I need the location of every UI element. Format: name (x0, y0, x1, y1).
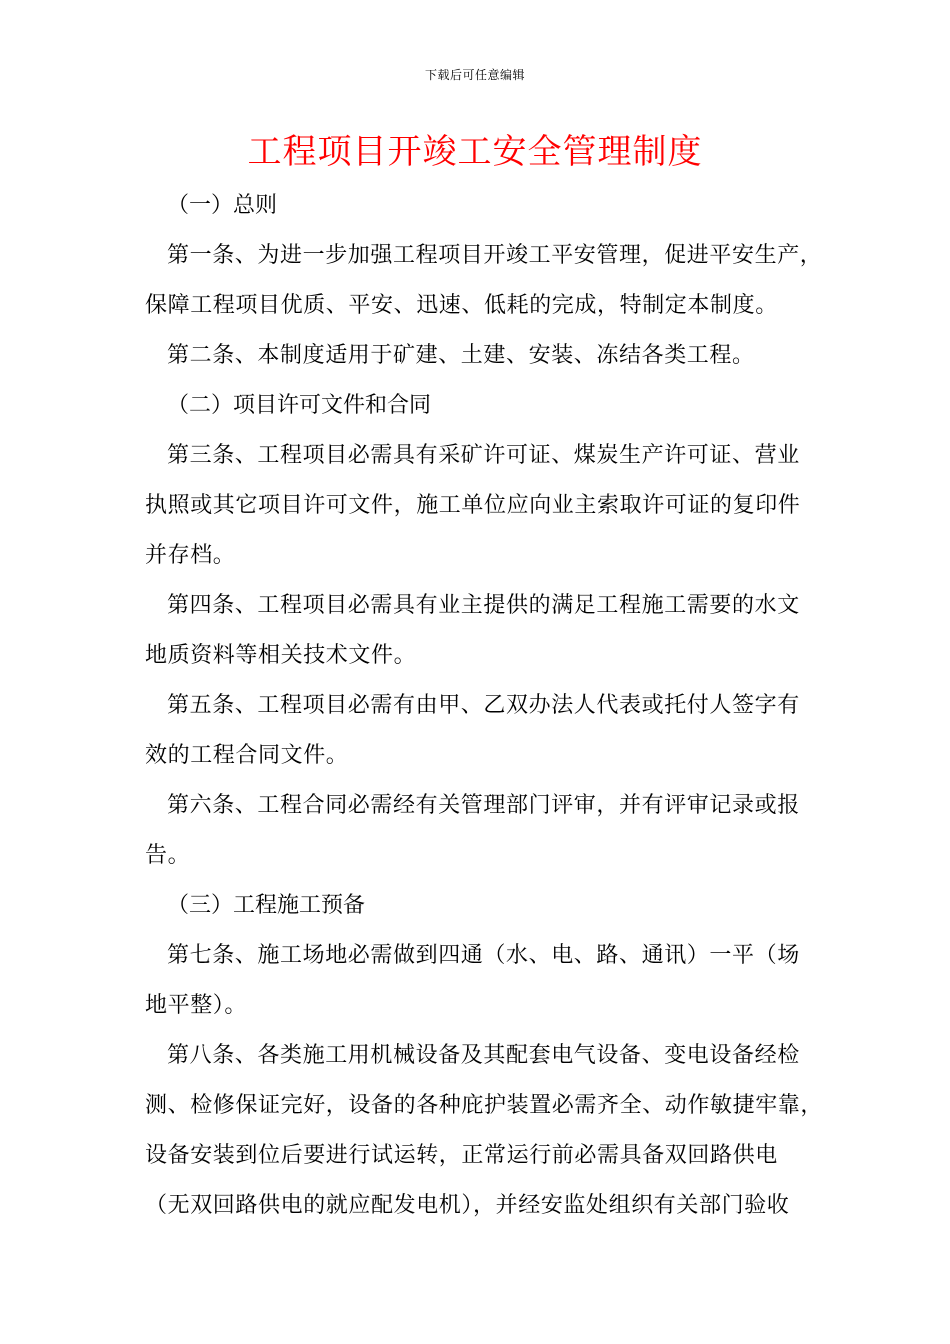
article-paragraph (145, 781, 835, 881)
article-paragraph (145, 1031, 835, 1231)
paragraph-line: 第三条、工程项目必需具有采矿许可证、煤炭生产许可证、营业 (167, 443, 800, 468)
paragraph-line: （无双回路供电的就应配发电机），并经安监处组织有关部门验收 (145, 1193, 790, 1218)
article-paragraph (145, 231, 835, 331)
paragraph-line: 第七条、施工场地必需做到四通（水、电、路、通讯）一平（场 (167, 943, 800, 968)
document-body (145, 181, 835, 1231)
paragraph-line: 地平整）。 (145, 993, 248, 1018)
paragraph-line: 效的工程合同文件。 (145, 743, 349, 768)
paragraph-line: 第六条、工程合同必需经有关管理部门评审，并有评审记录或报 (167, 793, 800, 818)
paragraph-line: 第二条、本制度适用于矿建、土建、安装、冻结各类工程。 (167, 343, 755, 368)
paragraph-line: 地质资料等相关技术文件。 (145, 643, 417, 668)
article-paragraph (145, 431, 835, 581)
paragraph-line: 第五条、工程项目必需有由甲、乙双办法人代表或托付人签字有 (167, 693, 800, 718)
paragraph-line: 第四条、工程项目必需具有业主提供的满足工程施工需要的水文 (167, 593, 800, 618)
paragraph-line: 测、检修保证完好，设备的各种庇护装置必需齐全、动作敏捷牢靠， (145, 1093, 824, 1118)
paragraph-line: 第一条、为进一步加强工程项目开竣工平安管理，促进平安生产， (167, 243, 823, 268)
paragraph-line: 保障工程项目优质、平安、迅速、低耗的完成，特制定本制度。 (145, 293, 778, 318)
section-heading: （二）项目许可文件和合同 (167, 393, 432, 418)
header-note: 下载后可任意编辑 (424, 68, 525, 82)
article-paragraph (145, 931, 835, 1031)
document-title: 工程项目开竣工安全管理制度 (247, 132, 703, 172)
paragraph-line: 执照或其它项目许可文件，施工单位应向业主索取许可证的复印件 (145, 493, 801, 518)
article-paragraph (145, 581, 835, 681)
article-paragraph (145, 681, 835, 781)
paragraph-line: 第八条、各类施工用机械设备及其配套电气设备、变电设备经检 (167, 1043, 800, 1068)
section-heading: （三）工程施工预备 (167, 893, 366, 918)
paragraph-line: 并存档。 (145, 543, 236, 568)
paragraph-line: 告。 (145, 843, 191, 868)
section-heading: （一）总则 (167, 193, 278, 218)
article-paragraph (145, 331, 835, 381)
paragraph-line: 设备安装到位后要进行试运转，正常运行前必需具备双回路供电 (145, 1143, 778, 1168)
